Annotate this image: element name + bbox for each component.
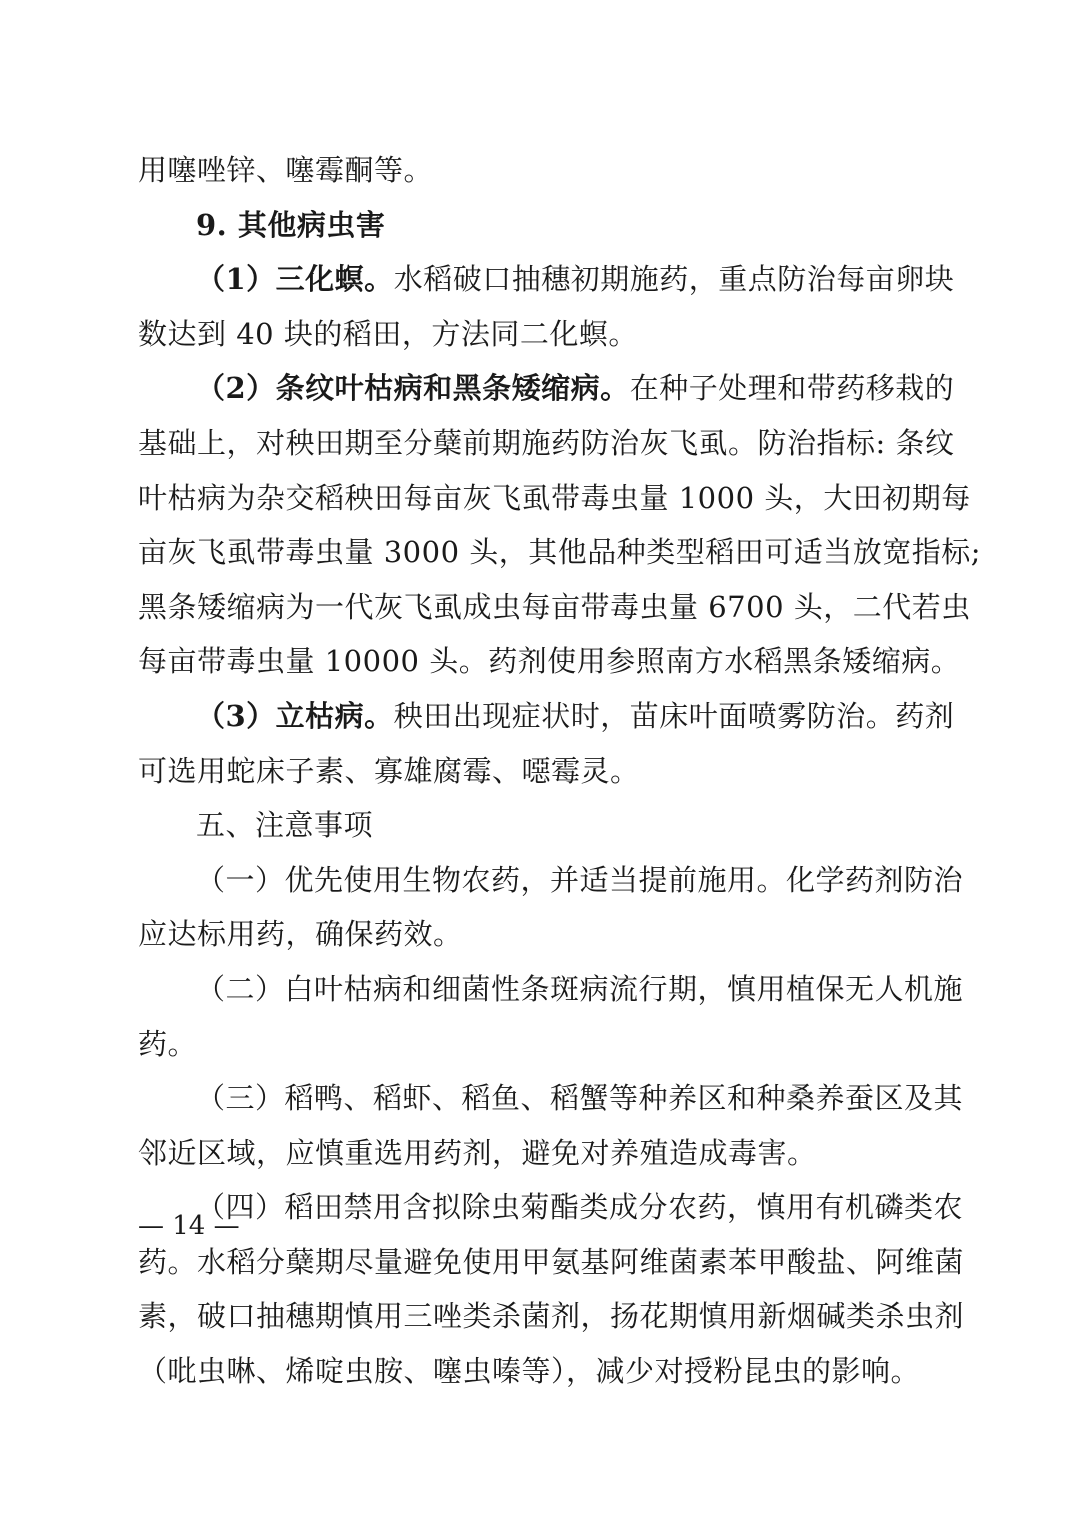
paragraph-line: （四）稻田禁用含拟除虫菊酯类成分农药，慎用有机磷类农 <box>196 1190 964 1225</box>
paragraph-line: （二）白叶枯病和细菌性条斑病流行期，慎用植保无人机施 <box>196 971 964 1006</box>
document-body <box>138 143 982 1399</box>
paragraph-line <box>138 252 955 307</box>
paragraph-line: 每亩带毒虫量 10000 头。药剂使用参照南方水稻黑条矮缩病。 <box>138 644 961 679</box>
paragraph-line: （一）优先使用生物农药，并适当提前施用。化学药剂防治 <box>196 862 964 897</box>
paragraph-line: 用噻唑锌、噻霉酮等。 <box>138 153 434 187</box>
page-number: — 14 — <box>138 1211 240 1241</box>
section-heading: 五、注意事项 <box>196 808 374 843</box>
item-text: 秧田出现症状时，苗床叶面喷雾防治。药剂 <box>393 698 955 733</box>
paragraph-line: 数达到 40 块的稻田，方法同二化螟。 <box>138 316 638 351</box>
paragraph-line: 可选用蛇床子素、寡雄腐霉、噁霉灵。 <box>138 753 640 788</box>
paragraph-line: 邻近区域，应慎重选用药剂，避免对养殖造成毒害。 <box>138 1135 817 1170</box>
paragraph-line: 基础上，对秧田期至分蘖前期施药防治灰飞虱。防治指标: 条纹 <box>138 425 955 460</box>
paragraph-line <box>138 689 955 744</box>
item-label: （2）条纹叶枯病和黑条矮缩病。 <box>196 371 630 406</box>
paragraph-line: 亩灰飞虱带毒虫量 3000 头，其他品种类型稻田可适当放宽指标; <box>138 535 982 570</box>
paragraph-line: 应达标用药，确保药效。 <box>138 917 463 952</box>
item-label: （1）三化螟。 <box>196 262 394 297</box>
paragraph-line: （三）稻鸭、稻虾、稻鱼、稻蟹等种养区和种桑养蚕区及其 <box>196 1081 964 1116</box>
paragraph-line: （吡虫啉、烯啶虫胺、噻虫嗪等），减少对授粉昆虫的影响。 <box>138 1354 921 1389</box>
paragraph-line <box>138 361 955 416</box>
paragraph-line: 黑条矮缩病为一代灰飞虱成虫每亩带毒虫量 6700 头，二代若虫 <box>138 589 971 624</box>
paragraph-line: 叶枯病为杂交稻秧田每亩灰飞虱带毒虫量 1000 头，大田初期每 <box>138 480 971 515</box>
item-label: （3）立枯病。 <box>196 698 394 733</box>
paragraph-line: 药。水稻分蘖期尽量避免使用甲氨基阿维菌素苯甲酸盐、阿维菌 <box>138 1244 965 1279</box>
item-text: 在种子处理和带药移栽的 <box>629 371 955 406</box>
item-text: 水稻破口抽穗初期施药，重点防治每亩卵块 <box>393 262 955 297</box>
section-heading: 9. 其他病虫害 <box>196 207 386 242</box>
paragraph-line: 素，破口抽穗期慎用三唑类杀菌剂，扬花期慎用新烟碱类杀虫剂 <box>138 1299 965 1334</box>
paragraph-line: 药。 <box>138 1026 198 1061</box>
